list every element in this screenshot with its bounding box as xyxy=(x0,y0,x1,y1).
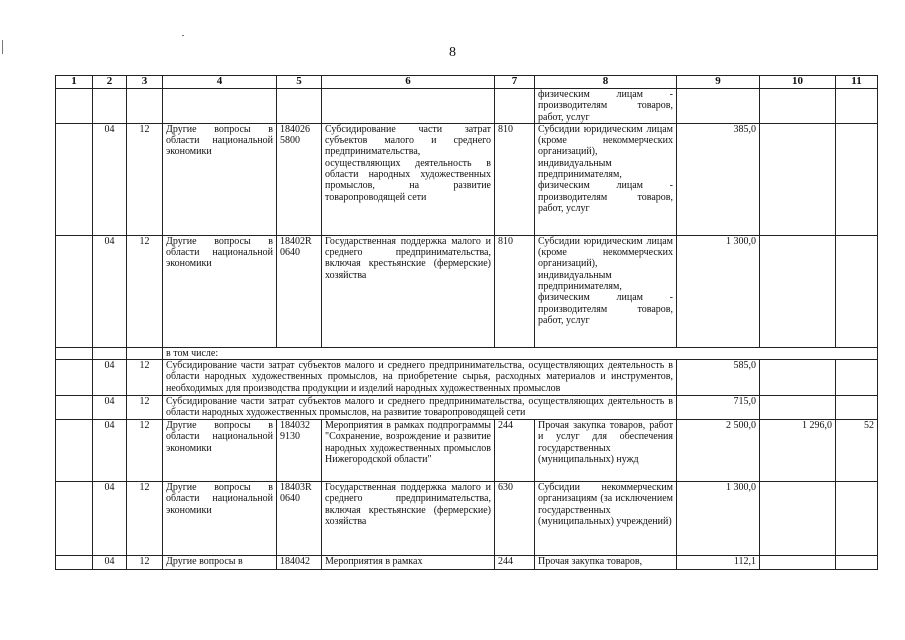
cell xyxy=(760,123,836,235)
cell: Государственная поддержка малого и среднего предпринимательства, включая крестьянские (фермерские) хозяйства xyxy=(322,235,495,347)
cell: 12 xyxy=(127,420,163,482)
cell: 810 xyxy=(495,235,535,347)
cell: 12 xyxy=(127,396,163,420)
header-cell: 6 xyxy=(322,76,495,89)
cell xyxy=(322,89,495,124)
sub-row xyxy=(56,396,878,420)
cell: 04 xyxy=(93,396,127,420)
page-number: 8 xyxy=(449,45,456,60)
cell xyxy=(56,420,93,482)
cell: 1 300,0 xyxy=(677,235,760,347)
cell xyxy=(836,235,878,347)
cell xyxy=(56,482,93,556)
cell: 12 xyxy=(127,123,163,235)
cell: Другие вопросы в области национальной экономики xyxy=(163,482,277,556)
cell: 12 xyxy=(127,235,163,347)
cell: Субсидирование части затрат субъектов малого и среднего предпринимательства, осуществляющих деятельность в области народных художественных промыслов, на развитие товаропроводящей сети xyxy=(322,123,495,235)
cell: 184042 xyxy=(277,556,322,570)
cell: 04 xyxy=(93,235,127,347)
cell: Субсидии некоммерческим организациям (за исключением государственных (муниципальных) учреждений) xyxy=(535,482,677,556)
cell: 04 xyxy=(93,420,127,482)
cell xyxy=(163,89,277,124)
table-row xyxy=(56,235,878,347)
header-cell: 4 xyxy=(163,76,277,89)
cell: 12 xyxy=(127,482,163,556)
cell xyxy=(836,123,878,235)
cell xyxy=(836,396,878,420)
cell xyxy=(760,360,836,396)
cell xyxy=(93,347,127,359)
cell: Государственная поддержка малого и среднего предпринимательства, включая крестьянские (фермерские) хозяйства xyxy=(322,482,495,556)
cell xyxy=(127,347,163,359)
cell xyxy=(760,89,836,124)
table-row xyxy=(56,482,878,556)
cell: физическим лицам - производителям товаров, работ, услуг xyxy=(535,89,677,124)
sub-row-text: Субсидирование части затрат субъектов малого и среднего предпринимательства, осуществляющих деятельность в области народных художественных промыслов, на приобретение сырья, расходных материалов и инструментов, необходимых для производства продукции и изделий народных художественных промыслов xyxy=(163,360,677,396)
cell xyxy=(495,89,535,124)
header-cell: 5 xyxy=(277,76,322,89)
cell: 585,0 xyxy=(677,360,760,396)
scan-edge-mark xyxy=(2,40,3,54)
cell: 1 296,0 xyxy=(760,420,836,482)
cell xyxy=(760,482,836,556)
cell xyxy=(277,89,322,124)
cell: Другие вопросы в области национальной экономики xyxy=(163,123,277,235)
cell: Субсидии юридическим лицам (кроме некоммерческих организаций), индивидуальным предпринимателям, физическим лицам - производителям товаров, работ, услуг xyxy=(535,123,677,235)
cell: 112,1 xyxy=(677,556,760,570)
cell: 1 300,0 xyxy=(677,482,760,556)
header-cell: 11 xyxy=(836,76,878,89)
cell: 244 xyxy=(495,420,535,482)
cell: Прочая закупка товаров, xyxy=(535,556,677,570)
cell xyxy=(56,123,93,235)
cell: 244 xyxy=(495,556,535,570)
cell xyxy=(56,556,93,570)
cell: 52 xyxy=(836,420,878,482)
scan-speck xyxy=(182,35,184,36)
cell xyxy=(760,235,836,347)
cell: 18402R 0640 xyxy=(277,235,322,347)
header-cell: 7 xyxy=(495,76,535,89)
cell xyxy=(760,396,836,420)
header-cell: 3 xyxy=(127,76,163,89)
cell: 04 xyxy=(93,360,127,396)
header-cell: 1 xyxy=(56,76,93,89)
cell xyxy=(836,360,878,396)
cell: 2 500,0 xyxy=(677,420,760,482)
incl-row xyxy=(56,347,878,359)
cell: 12 xyxy=(127,360,163,396)
header-row xyxy=(56,76,878,89)
cell: 715,0 xyxy=(677,396,760,420)
cell xyxy=(56,89,93,124)
cell xyxy=(760,556,836,570)
cell xyxy=(93,89,127,124)
cell: Мероприятия в рамках подпрограммы "Сохранение, возрождение и развитие народных художественных промыслов Нижегородской области" xyxy=(322,420,495,482)
sub-row xyxy=(56,360,878,396)
header-cell: 10 xyxy=(760,76,836,89)
cell xyxy=(56,347,93,359)
cell xyxy=(836,556,878,570)
cell: 18403R 0640 xyxy=(277,482,322,556)
cell: Другие вопросы в области национальной экономики xyxy=(163,420,277,482)
table-row xyxy=(56,89,878,124)
cell: 630 xyxy=(495,482,535,556)
cell: 04 xyxy=(93,123,127,235)
header-cell: 2 xyxy=(93,76,127,89)
table-row xyxy=(56,123,878,235)
cell xyxy=(56,235,93,347)
cell: Прочая закупка товаров, работ и услуг для обеспечения государственных (муниципальных) нужд xyxy=(535,420,677,482)
cell: Субсидии юридическим лицам (кроме некоммерческих организаций), индивидуальным предпринимателям, физическим лицам - производителям товаров, работ, услуг xyxy=(535,235,677,347)
cell xyxy=(127,89,163,124)
cell: Другие вопросы в области национальной экономики xyxy=(163,235,277,347)
cell: 12 xyxy=(127,556,163,570)
cell: 184032 9130 xyxy=(277,420,322,482)
table-row xyxy=(56,420,878,482)
cell: 810 xyxy=(495,123,535,235)
budget-table xyxy=(55,75,878,570)
cell xyxy=(836,482,878,556)
incl-label: в том числе: xyxy=(163,347,878,359)
cell xyxy=(677,89,760,124)
cell xyxy=(836,89,878,124)
header-cell: 9 xyxy=(677,76,760,89)
header-cell: 8 xyxy=(535,76,677,89)
cell xyxy=(56,360,93,396)
cell xyxy=(56,396,93,420)
cell: 184026 5800 xyxy=(277,123,322,235)
sub-row-text: Субсидирование части затрат субъектов малого и среднего предпринимательства, осуществляющих деятельность в области народных художественных промыслов, на развитие товаропроводящей сети xyxy=(163,396,677,420)
cell: Другие вопросы в xyxy=(163,556,277,570)
table-row xyxy=(56,556,878,570)
cell: 04 xyxy=(93,482,127,556)
cell: 04 xyxy=(93,556,127,570)
cell: Мероприятия в рамках xyxy=(322,556,495,570)
cell: 385,0 xyxy=(677,123,760,235)
